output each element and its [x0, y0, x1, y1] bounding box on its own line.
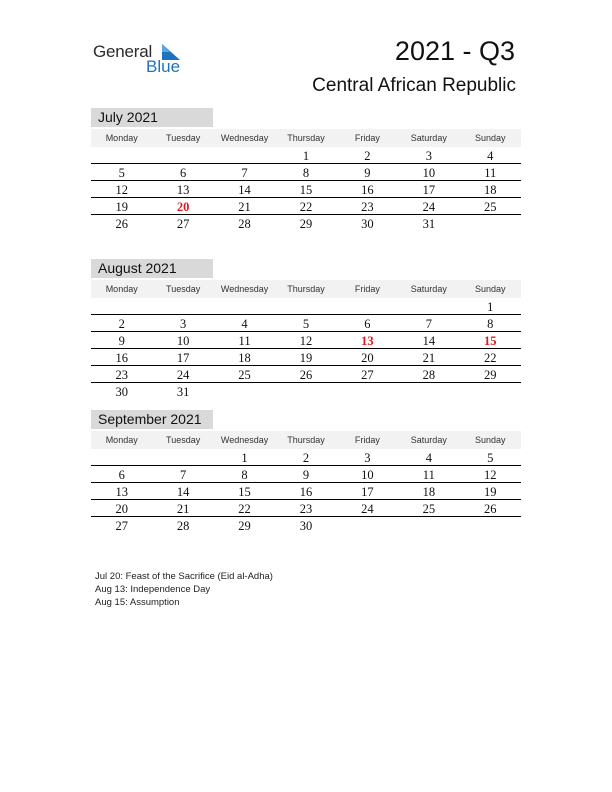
weekday-label: Thursday	[287, 133, 325, 143]
date-cell	[152, 147, 213, 163]
date-cell: 26	[115, 217, 128, 231]
date-cell: 10	[361, 468, 374, 482]
logo-blue-text: Blue	[146, 57, 181, 76]
weekday-label: Friday	[354, 133, 380, 143]
weekday-label: Saturday	[410, 133, 447, 143]
week-row	[91, 449, 521, 466]
date-cell: 31	[422, 217, 436, 231]
weekday-label: Wednesday	[220, 284, 269, 294]
date-cell	[152, 449, 213, 465]
date-cell: 3	[364, 451, 371, 465]
date-cell: 5	[302, 317, 310, 331]
date-cell: 28	[176, 519, 190, 533]
date-cell: 26	[299, 368, 313, 382]
date-cell: 21	[176, 502, 190, 516]
date-cell	[460, 517, 521, 533]
date-cell: 11	[484, 166, 497, 180]
date-cell	[91, 298, 152, 314]
date-cell	[214, 298, 275, 314]
date-cell	[214, 383, 275, 399]
holiday-note: Aug 13: Independence Day	[95, 584, 211, 595]
date-cell	[91, 147, 152, 163]
date-cell: 21	[422, 351, 436, 365]
weekday-label: Sunday	[474, 133, 506, 143]
date-cell: 22	[299, 200, 313, 214]
date-cell	[337, 517, 398, 533]
week-row	[91, 366, 521, 383]
week-row	[91, 147, 521, 164]
week-row	[91, 466, 521, 483]
holiday-notes	[95, 570, 273, 609]
holiday-note: Jul 20: Feast of the Sacrifice (Eid al-Adha)	[95, 571, 273, 582]
date-cell: 1	[302, 149, 310, 163]
date-cell: 19	[299, 351, 313, 365]
date-cell	[337, 298, 398, 314]
date-cell	[398, 298, 459, 314]
date-cell: 27	[115, 519, 128, 533]
date-cell: 15	[299, 183, 313, 197]
date-cell: 9	[302, 468, 310, 482]
week-row	[91, 164, 521, 181]
date-cell: 8	[302, 166, 310, 180]
date-cell: 8	[487, 317, 494, 331]
date-cell: 29	[299, 217, 313, 231]
date-cell: 25	[238, 368, 251, 382]
date-cell: 10	[176, 334, 190, 348]
brand-logo	[93, 40, 203, 80]
date-cell: 7	[425, 317, 432, 331]
date-cell: 30	[299, 519, 313, 533]
date-cell: 7	[241, 166, 248, 180]
date-cell: 28	[422, 368, 436, 382]
date-cell: 14	[176, 485, 190, 499]
date-cell: 24	[422, 200, 436, 214]
date-cell: 19	[483, 485, 497, 499]
date-cell	[337, 383, 398, 399]
weekday-label: Monday	[105, 435, 138, 445]
date-cell: 29	[483, 368, 497, 382]
weekday-label: Tuesday	[166, 133, 201, 143]
date-cell: 11	[422, 468, 435, 482]
week-row	[91, 298, 521, 315]
date-cell: 11	[238, 334, 251, 348]
weekday-label: Sunday	[474, 435, 506, 445]
date-cell: 4	[487, 149, 494, 163]
date-cell: 8	[241, 468, 248, 482]
date-cell: 1	[487, 300, 494, 314]
date-cell: 20	[115, 502, 128, 516]
date-cell: 5	[487, 451, 494, 465]
weekday-label: Saturday	[410, 284, 447, 294]
weekday-label: Wednesday	[220, 133, 269, 143]
date-cell	[460, 383, 521, 399]
week-row	[91, 181, 521, 198]
date-cell: 19	[115, 200, 128, 214]
date-cell	[214, 147, 275, 163]
date-cell: 3	[425, 149, 432, 163]
date-cell: 13	[115, 485, 128, 499]
holiday-date: 20	[176, 200, 190, 214]
date-cell: 13	[176, 183, 190, 197]
week-row	[91, 517, 521, 533]
date-cell	[398, 517, 459, 533]
date-cell: 2	[302, 451, 310, 465]
date-cell: 10	[422, 166, 436, 180]
date-cell: 16	[361, 183, 374, 197]
logo-general-text: General	[93, 42, 153, 61]
date-cell: 18	[422, 485, 436, 499]
week-row	[91, 383, 521, 399]
date-cell: 12	[483, 468, 497, 482]
date-cell: 14	[422, 334, 436, 348]
date-cell: 25	[422, 502, 436, 516]
month-calendar-september	[91, 410, 521, 533]
date-cell: 14	[238, 183, 251, 197]
date-cell	[275, 383, 336, 399]
weekday-label: Wednesday	[220, 435, 269, 445]
date-cell: 24	[176, 368, 190, 382]
date-cell: 23	[299, 502, 313, 516]
date-cell: 29	[238, 519, 251, 533]
date-cell	[275, 298, 336, 314]
weekday-header-row	[91, 431, 521, 449]
weekday-label: Monday	[105, 133, 138, 143]
date-cell	[91, 449, 152, 465]
page-title: 2021 - Q3	[394, 36, 515, 66]
date-cell: 6	[364, 317, 371, 331]
week-row	[91, 483, 521, 500]
date-cell: 17	[422, 183, 436, 197]
weekday-label: Tuesday	[166, 284, 201, 294]
date-cell: 1	[241, 451, 248, 465]
month-title: August 2021	[91, 259, 213, 278]
date-cell: 2	[364, 149, 371, 163]
date-cell: 23	[361, 200, 374, 214]
weekday-label: Friday	[354, 435, 380, 445]
date-cell: 17	[361, 485, 374, 499]
week-row	[91, 315, 521, 332]
month-title: July 2021	[91, 108, 213, 127]
date-cell: 20	[361, 351, 374, 365]
weekday-header-row	[91, 129, 521, 147]
date-cell: 4	[425, 451, 432, 465]
date-cell: 5	[118, 166, 125, 180]
date-cell: 25	[483, 200, 497, 214]
country-name: Central African Republic	[312, 75, 516, 96]
weekday-header-row	[91, 280, 521, 298]
date-cell: 22	[483, 351, 497, 365]
date-cell: 16	[115, 351, 128, 365]
week-row	[91, 500, 521, 517]
weekday-label: Friday	[354, 284, 380, 294]
holiday-note: Aug 15: Assumption	[95, 597, 180, 608]
week-row	[91, 198, 521, 215]
month-calendar-august	[91, 259, 521, 399]
date-cell: 9	[364, 166, 371, 180]
date-cell: 31	[176, 385, 190, 399]
date-cell: 18	[238, 351, 251, 365]
holiday-date: 13	[361, 334, 374, 348]
date-cell: 6	[118, 468, 125, 482]
date-cell: 12	[299, 334, 313, 348]
weekday-label: Sunday	[474, 284, 506, 294]
date-cell: 30	[115, 385, 128, 399]
date-cell: 24	[361, 502, 374, 516]
month-title: September 2021	[91, 410, 213, 429]
date-cell: 26	[483, 502, 497, 516]
date-cell: 16	[299, 485, 313, 499]
date-cell: 28	[238, 217, 251, 231]
date-cell: 18	[483, 183, 497, 197]
weekday-label: Saturday	[410, 435, 447, 445]
week-row	[91, 332, 521, 349]
date-cell: 22	[238, 502, 251, 516]
week-row	[91, 349, 521, 366]
date-cell: 7	[180, 468, 187, 482]
date-cell: 2	[118, 317, 125, 331]
month-calendar-july	[91, 108, 521, 231]
date-cell: 9	[118, 334, 125, 348]
date-cell	[152, 298, 213, 314]
holiday-date: 15	[483, 334, 497, 348]
date-cell: 4	[241, 317, 248, 331]
date-cell: 30	[361, 217, 374, 231]
weekday-label: Monday	[105, 284, 138, 294]
week-row	[91, 215, 521, 231]
date-cell: 6	[180, 166, 187, 180]
date-cell: 15	[238, 485, 251, 499]
date-cell	[460, 215, 521, 231]
date-cell: 23	[115, 368, 128, 382]
weekday-label: Thursday	[287, 435, 325, 445]
date-cell: 17	[176, 351, 190, 365]
date-cell	[398, 383, 459, 399]
date-cell: 27	[361, 368, 374, 382]
date-cell: 12	[115, 183, 128, 197]
date-cell: 3	[180, 317, 187, 331]
date-cell: 27	[176, 217, 190, 231]
weekday-label: Tuesday	[166, 435, 201, 445]
weekday-label: Thursday	[287, 284, 325, 294]
date-cell: 21	[238, 200, 251, 214]
